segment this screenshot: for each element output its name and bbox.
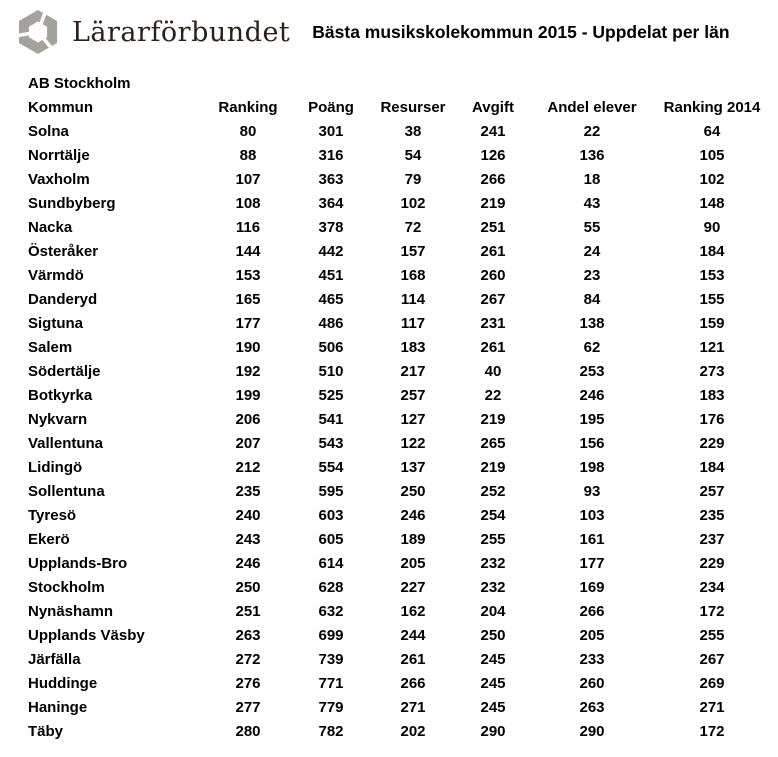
page-title: Bästa musikskolekommun 2015 - Uppdelat per län (312, 21, 730, 42)
poang-cell: 363 (318, 171, 344, 188)
ranking-2014-cell: 155 (699, 291, 725, 308)
resurser-cell: 217 (400, 363, 426, 380)
andel-elever-cell: 177 (579, 555, 605, 572)
poang-cell: 628 (318, 579, 344, 596)
ranking-2014-cell: 267 (699, 651, 725, 668)
poang-cell: 525 (318, 387, 344, 404)
andel-elever-cell: 290 (579, 723, 605, 740)
resurser-cell: 79 (404, 171, 422, 188)
ranking-cell: 199 (235, 387, 261, 404)
andel-elever-cell: 260 (579, 675, 605, 692)
avgift-cell: 251 (480, 219, 506, 236)
resurser-cell: 168 (400, 267, 426, 284)
ranking-2014-cell: 237 (699, 531, 725, 548)
resurser-cell: 227 (400, 579, 426, 596)
kommun-cell: Järfälla (28, 651, 81, 668)
avgift-cell: 245 (480, 651, 506, 668)
kommun-cell: Ekerö (28, 531, 70, 548)
resurser-cell: 72 (404, 219, 422, 236)
ranking-cell: 107 (235, 171, 261, 188)
ranking-table (28, 96, 769, 744)
poang-cell: 465 (318, 291, 344, 308)
poang-cell: 595 (318, 483, 344, 500)
table-row (28, 720, 769, 744)
ranking-2014-cell: 235 (699, 507, 725, 524)
resurser-cell: 244 (400, 627, 426, 644)
kommun-cell: Huddinge (28, 675, 98, 692)
ranking-2014-cell: 172 (699, 723, 725, 740)
ranking-cell: 80 (239, 123, 257, 140)
ranking-cell: 207 (235, 435, 261, 452)
resurser-cell: 127 (400, 411, 426, 428)
ranking-cell: 206 (235, 411, 261, 428)
table-row (28, 696, 769, 720)
ranking-cell: 276 (235, 675, 261, 692)
header-ranking-2014: Ranking 2014 (663, 99, 761, 116)
table-row (28, 120, 769, 144)
table-body (28, 120, 769, 744)
resurser-cell: 257 (400, 387, 426, 404)
avgift-cell: 245 (480, 675, 506, 692)
ranking-2014-cell: 184 (699, 459, 725, 476)
andel-elever-cell: 263 (579, 699, 605, 716)
ranking-cell: 280 (235, 723, 261, 740)
poang-cell: 301 (318, 123, 344, 140)
header-resurser: Resurser (380, 99, 446, 116)
resurser-cell: 122 (400, 435, 426, 452)
resurser-cell: 54 (404, 147, 422, 164)
avgift-cell: 40 (484, 363, 502, 380)
table-row (28, 576, 769, 600)
poang-cell: 378 (318, 219, 344, 236)
header-kommun: Kommun (28, 99, 93, 116)
ranking-cell: 277 (235, 699, 261, 716)
avgift-cell: 267 (480, 291, 506, 308)
table-row (28, 264, 769, 288)
ranking-2014-cell: 257 (699, 483, 725, 500)
table-row (28, 216, 769, 240)
resurser-cell: 202 (400, 723, 426, 740)
ranking-cell: 192 (235, 363, 261, 380)
kommun-cell: Upplands-Bro (28, 555, 128, 572)
kommun-cell: Botkyrka (28, 387, 93, 404)
ranking-2014-cell: 255 (699, 627, 725, 644)
poang-cell: 554 (318, 459, 344, 476)
ranking-2014-cell: 102 (699, 171, 725, 188)
andel-elever-cell: 93 (583, 483, 601, 500)
kommun-cell: Solna (28, 123, 69, 140)
ranking-cell: 153 (235, 267, 261, 284)
avgift-cell: 232 (480, 579, 506, 596)
table-row (28, 168, 769, 192)
kommun-cell: Värmdö (28, 267, 84, 284)
avgift-cell: 265 (480, 435, 506, 452)
ranking-2014-cell: 183 (699, 387, 725, 404)
header (0, 0, 778, 64)
poang-cell: 316 (318, 147, 344, 164)
andel-elever-cell: 55 (583, 219, 601, 236)
poang-cell: 603 (318, 507, 344, 524)
avgift-cell: 254 (480, 507, 506, 524)
resurser-cell: 183 (400, 339, 426, 356)
avgift-cell: 219 (480, 411, 506, 428)
kommun-cell: Norrtälje (28, 147, 90, 164)
table-row (28, 336, 769, 360)
resurser-cell: 266 (400, 675, 426, 692)
avgift-cell: 261 (480, 339, 506, 356)
lararforbundet-logo-icon (14, 8, 62, 56)
table-row (28, 672, 769, 696)
poang-cell: 541 (318, 411, 344, 428)
table-row (28, 408, 769, 432)
andel-elever-cell: 156 (579, 435, 605, 452)
avgift-cell: 126 (480, 147, 506, 164)
ranking-cell: 263 (235, 627, 261, 644)
andel-elever-cell: 161 (579, 531, 605, 548)
avgift-cell: 241 (480, 123, 506, 140)
resurser-cell: 261 (400, 651, 426, 668)
table-row (28, 384, 769, 408)
kommun-cell: Tyresö (28, 507, 77, 524)
table-row (28, 456, 769, 480)
table-row (28, 600, 769, 624)
avgift-cell: 219 (480, 195, 506, 212)
table-header (28, 96, 769, 120)
ranking-cell: 243 (235, 531, 261, 548)
andel-elever-cell: 198 (579, 459, 605, 476)
resurser-cell: 205 (400, 555, 426, 572)
ranking-cell: 116 (235, 219, 261, 236)
table-row (28, 240, 769, 264)
table-row (28, 432, 769, 456)
andel-elever-cell: 62 (583, 339, 601, 356)
andel-elever-cell: 18 (583, 171, 601, 188)
kommun-cell: Södertälje (28, 363, 101, 380)
poang-cell: 605 (318, 531, 344, 548)
resurser-cell: 102 (400, 195, 426, 212)
table-row (28, 360, 769, 384)
ranking-2014-cell: 234 (699, 579, 725, 596)
avgift-cell: 245 (480, 699, 506, 716)
andel-elever-cell: 246 (579, 387, 605, 404)
poang-cell: 614 (318, 555, 344, 572)
kommun-cell: Upplands Väsby (28, 627, 145, 644)
ranking-2014-cell: 153 (699, 267, 725, 284)
poang-cell: 486 (318, 315, 344, 332)
table-row (28, 528, 769, 552)
poang-cell: 771 (318, 675, 344, 692)
table-row (28, 144, 769, 168)
poang-cell: 779 (318, 699, 344, 716)
andel-elever-cell: 233 (579, 651, 605, 668)
resurser-cell: 114 (400, 291, 426, 308)
andel-elever-cell: 195 (579, 411, 605, 428)
kommun-cell: Stockholm (28, 579, 105, 596)
ranking-cell: 250 (235, 579, 261, 596)
avgift-cell: 260 (480, 267, 506, 284)
poang-cell: 451 (318, 267, 344, 284)
table-header-row (28, 96, 769, 120)
andel-elever-cell: 169 (579, 579, 605, 596)
kommun-cell: Danderyd (28, 291, 98, 308)
ranking-cell: 165 (235, 291, 261, 308)
ranking-cell: 272 (235, 651, 261, 668)
poang-cell: 442 (318, 243, 344, 260)
ranking-cell: 235 (235, 483, 261, 500)
ranking-cell: 251 (235, 603, 261, 620)
andel-elever-cell: 136 (579, 147, 605, 164)
avgift-cell: 261 (480, 243, 506, 260)
kommun-cell: Haninge (28, 699, 88, 716)
avgift-cell: 290 (480, 723, 506, 740)
header-avgift: Avgift (472, 99, 514, 116)
ranking-cell: 212 (235, 459, 261, 476)
ranking-2014-cell: 105 (699, 147, 725, 164)
poang-cell: 632 (318, 603, 344, 620)
header-andel-elever: Andel elever (547, 99, 637, 116)
ranking-2014-cell: 184 (699, 243, 725, 260)
andel-elever-cell: 138 (579, 315, 605, 332)
kommun-cell: Lidingö (28, 459, 83, 476)
resurser-cell: 246 (400, 507, 426, 524)
kommun-cell: Sundbyberg (28, 195, 116, 212)
andel-elever-cell: 253 (579, 363, 605, 380)
avgift-cell: 231 (480, 315, 506, 332)
ranking-2014-cell: 90 (703, 219, 721, 236)
ranking-cell: 190 (235, 339, 261, 356)
resurser-cell: 117 (400, 315, 426, 332)
ranking-2014-cell: 159 (699, 315, 725, 332)
resurser-cell: 250 (400, 483, 426, 500)
kommun-cell: Täby (28, 723, 64, 740)
ranking-cell: 240 (235, 507, 261, 524)
kommun-cell: Österåker (28, 243, 99, 260)
poang-cell: 739 (318, 651, 344, 668)
table-row (28, 288, 769, 312)
ranking-2014-cell: 271 (699, 699, 725, 716)
ranking-2014-cell: 172 (699, 603, 725, 620)
ranking-cell: 108 (235, 195, 261, 212)
poang-cell: 506 (318, 339, 344, 356)
kommun-cell: Vaxholm (28, 171, 90, 188)
kommun-cell: Vallentuna (28, 435, 104, 452)
ranking-2014-cell: 229 (699, 435, 725, 452)
ranking-2014-cell: 269 (699, 675, 725, 692)
table-row (28, 192, 769, 216)
poang-cell: 782 (318, 723, 344, 740)
andel-elever-cell: 43 (583, 195, 601, 212)
avgift-cell: 232 (480, 555, 506, 572)
resurser-cell: 189 (400, 531, 426, 548)
kommun-cell: Nykvarn (28, 411, 88, 428)
ranking-cell: 177 (235, 315, 261, 332)
ranking-2014-cell: 121 (699, 339, 725, 356)
kommun-cell: Sollentuna (28, 483, 105, 500)
poang-cell: 364 (318, 195, 344, 212)
ranking-cell: 88 (239, 147, 257, 164)
poang-cell: 699 (318, 627, 344, 644)
header-ranking: Ranking (218, 99, 278, 116)
resurser-cell: 157 (400, 243, 426, 260)
andel-elever-cell: 23 (583, 267, 601, 284)
avgift-cell: 204 (480, 603, 506, 620)
kommun-cell: Nynäshamn (28, 603, 114, 620)
ranking-2014-cell: 176 (699, 411, 725, 428)
brand-wordmark: Lärarförbundet (72, 16, 291, 48)
andel-elever-cell: 205 (579, 627, 605, 644)
andel-elever-cell: 24 (583, 243, 601, 260)
ranking-2014-cell: 148 (699, 195, 725, 212)
table-row (28, 552, 769, 576)
brand (14, 8, 290, 56)
table-row (28, 648, 769, 672)
table-row (28, 504, 769, 528)
avgift-cell: 250 (480, 627, 506, 644)
poang-cell: 510 (318, 363, 344, 380)
andel-elever-cell: 103 (579, 507, 605, 524)
ranking-2014-cell: 273 (699, 363, 725, 380)
resurser-cell: 162 (400, 603, 426, 620)
table-row (28, 312, 769, 336)
ranking-cell: 246 (235, 555, 261, 572)
avgift-cell: 219 (480, 459, 506, 476)
kommun-cell: Sigtuna (28, 315, 83, 332)
kommun-cell: Salem (28, 339, 73, 356)
andel-elever-cell: 22 (583, 123, 601, 140)
table-row (28, 480, 769, 504)
avgift-cell: 22 (484, 387, 502, 404)
table-row (28, 624, 769, 648)
resurser-cell: 271 (400, 699, 426, 716)
header-poang: Poäng (308, 99, 354, 116)
ranking-2014-cell: 64 (703, 123, 721, 140)
section-label: AB Stockholm (28, 75, 131, 92)
avgift-cell: 255 (480, 531, 506, 548)
avgift-cell: 266 (480, 171, 506, 188)
ranking-cell: 144 (235, 243, 261, 260)
andel-elever-cell: 266 (579, 603, 605, 620)
resurser-cell: 38 (404, 123, 422, 140)
resurser-cell: 137 (400, 459, 426, 476)
andel-elever-cell: 84 (583, 291, 601, 308)
ranking-2014-cell: 229 (699, 555, 725, 572)
poang-cell: 543 (318, 435, 344, 452)
kommun-cell: Nacka (28, 219, 73, 236)
avgift-cell: 252 (480, 483, 506, 500)
